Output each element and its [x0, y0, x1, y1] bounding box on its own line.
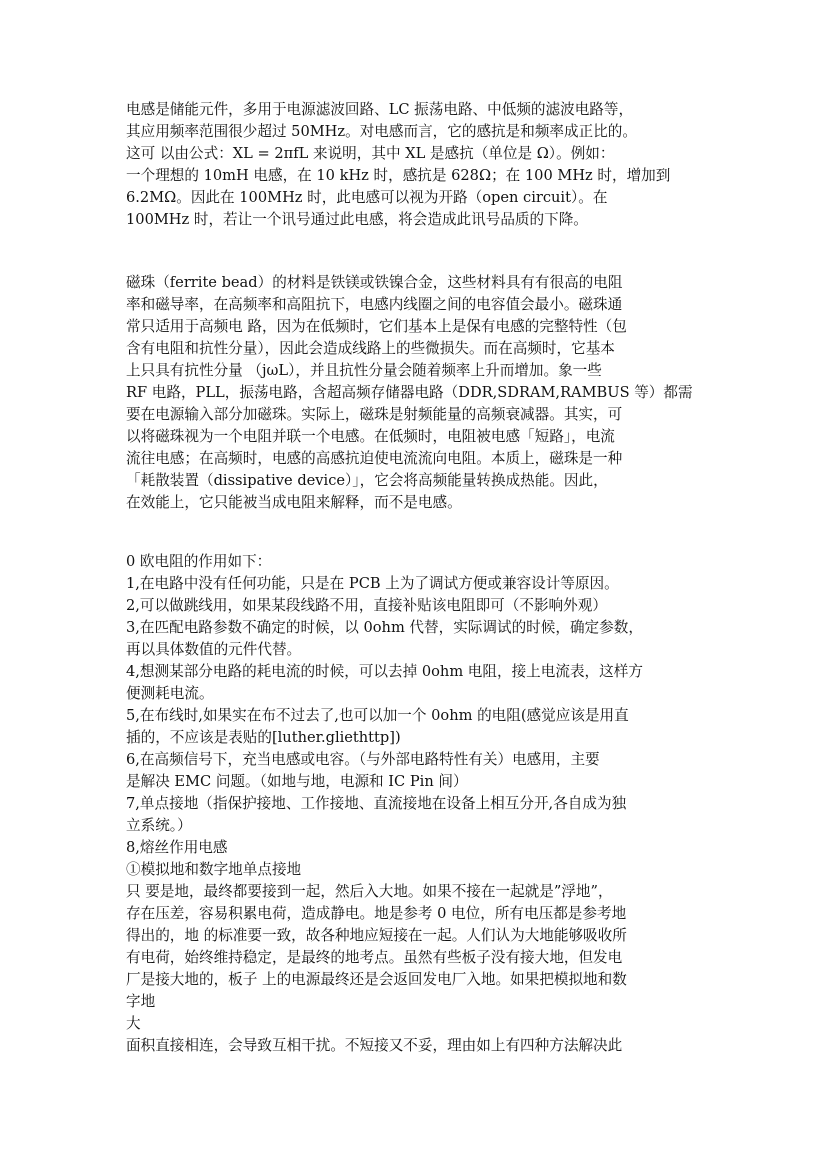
text-line: 在效能上，它只能被当成电阻来解释，而不是电感。 [126, 494, 462, 511]
text-line: 「耗散装置（dissipative device）」，它会将高频能量转换成热能。因此， [126, 472, 608, 489]
text-line: 字地 [126, 993, 156, 1010]
text-line: ①模拟地和数字地单点接地 [126, 861, 302, 878]
text-line: 5,在布线时,如果实在布不过去了,也可以加一个 0ohm 的电阻(感觉应该是用直 [126, 707, 629, 724]
text-line: 0 欧电阻的作用如下： [126, 553, 272, 570]
text-line: 率和磁导率，在高频率和高阻抗下，电感内线圈之间的电容值会最小。磁珠通 [126, 296, 623, 313]
text-line: 7,单点接地（指保护接地、工作接地、直流接地在设备上相互分开,各自成为独 [126, 795, 627, 812]
text-line: 6.2MΩ。因此在 100MHz 时，此电感可以视为开路（open circuit）。在 [126, 189, 608, 206]
text-line: 面积直接相连，会导致互相干扰。不短接又不妥，理由如上有四种方法解决此 [126, 1037, 623, 1054]
text-line: 插的，不应该是表贴的[luther.gliethttp]) [126, 729, 401, 746]
text-line: 存在压差，容易积累电荷，造成静电。地是参考 0 电位，所有电压都是参考地 [126, 905, 627, 922]
text-line: 3,在匹配电路参数不确定的时候，以 0ohm 代替，实际调试的时候，确定参数， [126, 619, 643, 636]
text-line: 只 要是地，最终都要接到一起，然后入大地。如果不接在一起就是”浮地”， [126, 883, 613, 900]
text-line: 立系统。） [126, 817, 192, 834]
text-line: 常只适用于高频电 路，因为在低频时，它们基本上是保有电感的完整特性（包 [126, 318, 627, 335]
text-line: 上只具有抗性分量 （jωL），并且抗性分量会随着频率上升而增加。象一些 [126, 362, 602, 379]
text-line: 2,可以做跳线用，如果某段线路不用，直接补贴该电阻即可（不影响外观） [126, 597, 607, 614]
text-line: 含有电阻和抗性分量），因此会造成线路上的些微损失。而在高频时，它基本 [126, 340, 615, 357]
text-line: 大 [126, 1015, 141, 1032]
text-line: 8,熔丝作用电感 [126, 839, 228, 856]
text-line: 其应用频率范围很少超过 50MHz。对电感而言，它的感抗是和频率成正比的。 [126, 123, 637, 140]
text-line: 厂是接大地的，板子 上的电源最终还是会返回发电厂入地。如果把模拟地和数 [126, 971, 627, 988]
text-line: 这可 以由公式：XL = 2πfL 来说明，其中 XL 是感抗（单位是 Ω）。例如： [126, 145, 615, 162]
text-line: 4,想测某部分电路的耗电流的时候，可以去掉 0ohm 电阻，接上电流表，这样方 [126, 663, 643, 680]
text-line: 再以具体数值的元件代替。 [126, 641, 302, 658]
text-line: 1,在电路中没有任何功能，只是在 PCB 上为了调试方便或兼容设计等原因。 [126, 575, 619, 592]
text-line: 流往电感；在高频时，电感的高感抗迫使电流流向电阻。本质上，磁珠是一种 [126, 450, 623, 467]
text-line: 以将磁珠视为一个电阻并联一个电感。在低频时，电阻被电感「短路」，电流 [126, 428, 615, 445]
text-line: RF 电路，PLL，振荡电路，含超高频存储器电路（DDR,SDRAM,RAMBUS 等）都需 [126, 384, 693, 401]
text-line: 磁珠（ferrite bead）的材料是铁镁或铁镍合金，这些材料具有有很高的电阻 [126, 274, 623, 291]
paragraph-inductor [126, 99, 716, 231]
text-line: 电感是储能元件，多用于电源滤波回路、LC 振荡电路、中低频的滤波电路等， [126, 101, 634, 118]
text-line: 有电荷，始终维持稳定，是最终的地考点。虽然有些板子没有接大地，但发电 [126, 949, 623, 966]
text-line: 便测耗电流。 [126, 685, 214, 702]
text-line: 100MHz 时，若让一个讯号通过此电感，将会造成此讯号品质的下降。 [126, 211, 588, 228]
text-line: 得出的，地 的标准要一致，故各种地应短接在一起。人们认为大地能够吸收所 [126, 927, 627, 944]
paragraph-zero-ohm-resistor [126, 551, 716, 1057]
text-line: 要在电源输入部分加磁珠。实际上，磁珠是射频能量的高频衰减器。其实，可 [126, 406, 623, 423]
text-line: 一个理想的 10mH 电感，在 10 kHz 时，感抗是 628Ω；在 100 MHz 时，增加到 [126, 167, 671, 184]
text-line: 是解决 EMC 问题。（如地与地，电源和 IC Pin 间） [126, 773, 468, 790]
text-line: 6,在高频信号下，充当电感或电容。（与外部电路特性有关）电感用，主要 [126, 751, 600, 768]
paragraph-ferrite-bead [126, 272, 716, 514]
